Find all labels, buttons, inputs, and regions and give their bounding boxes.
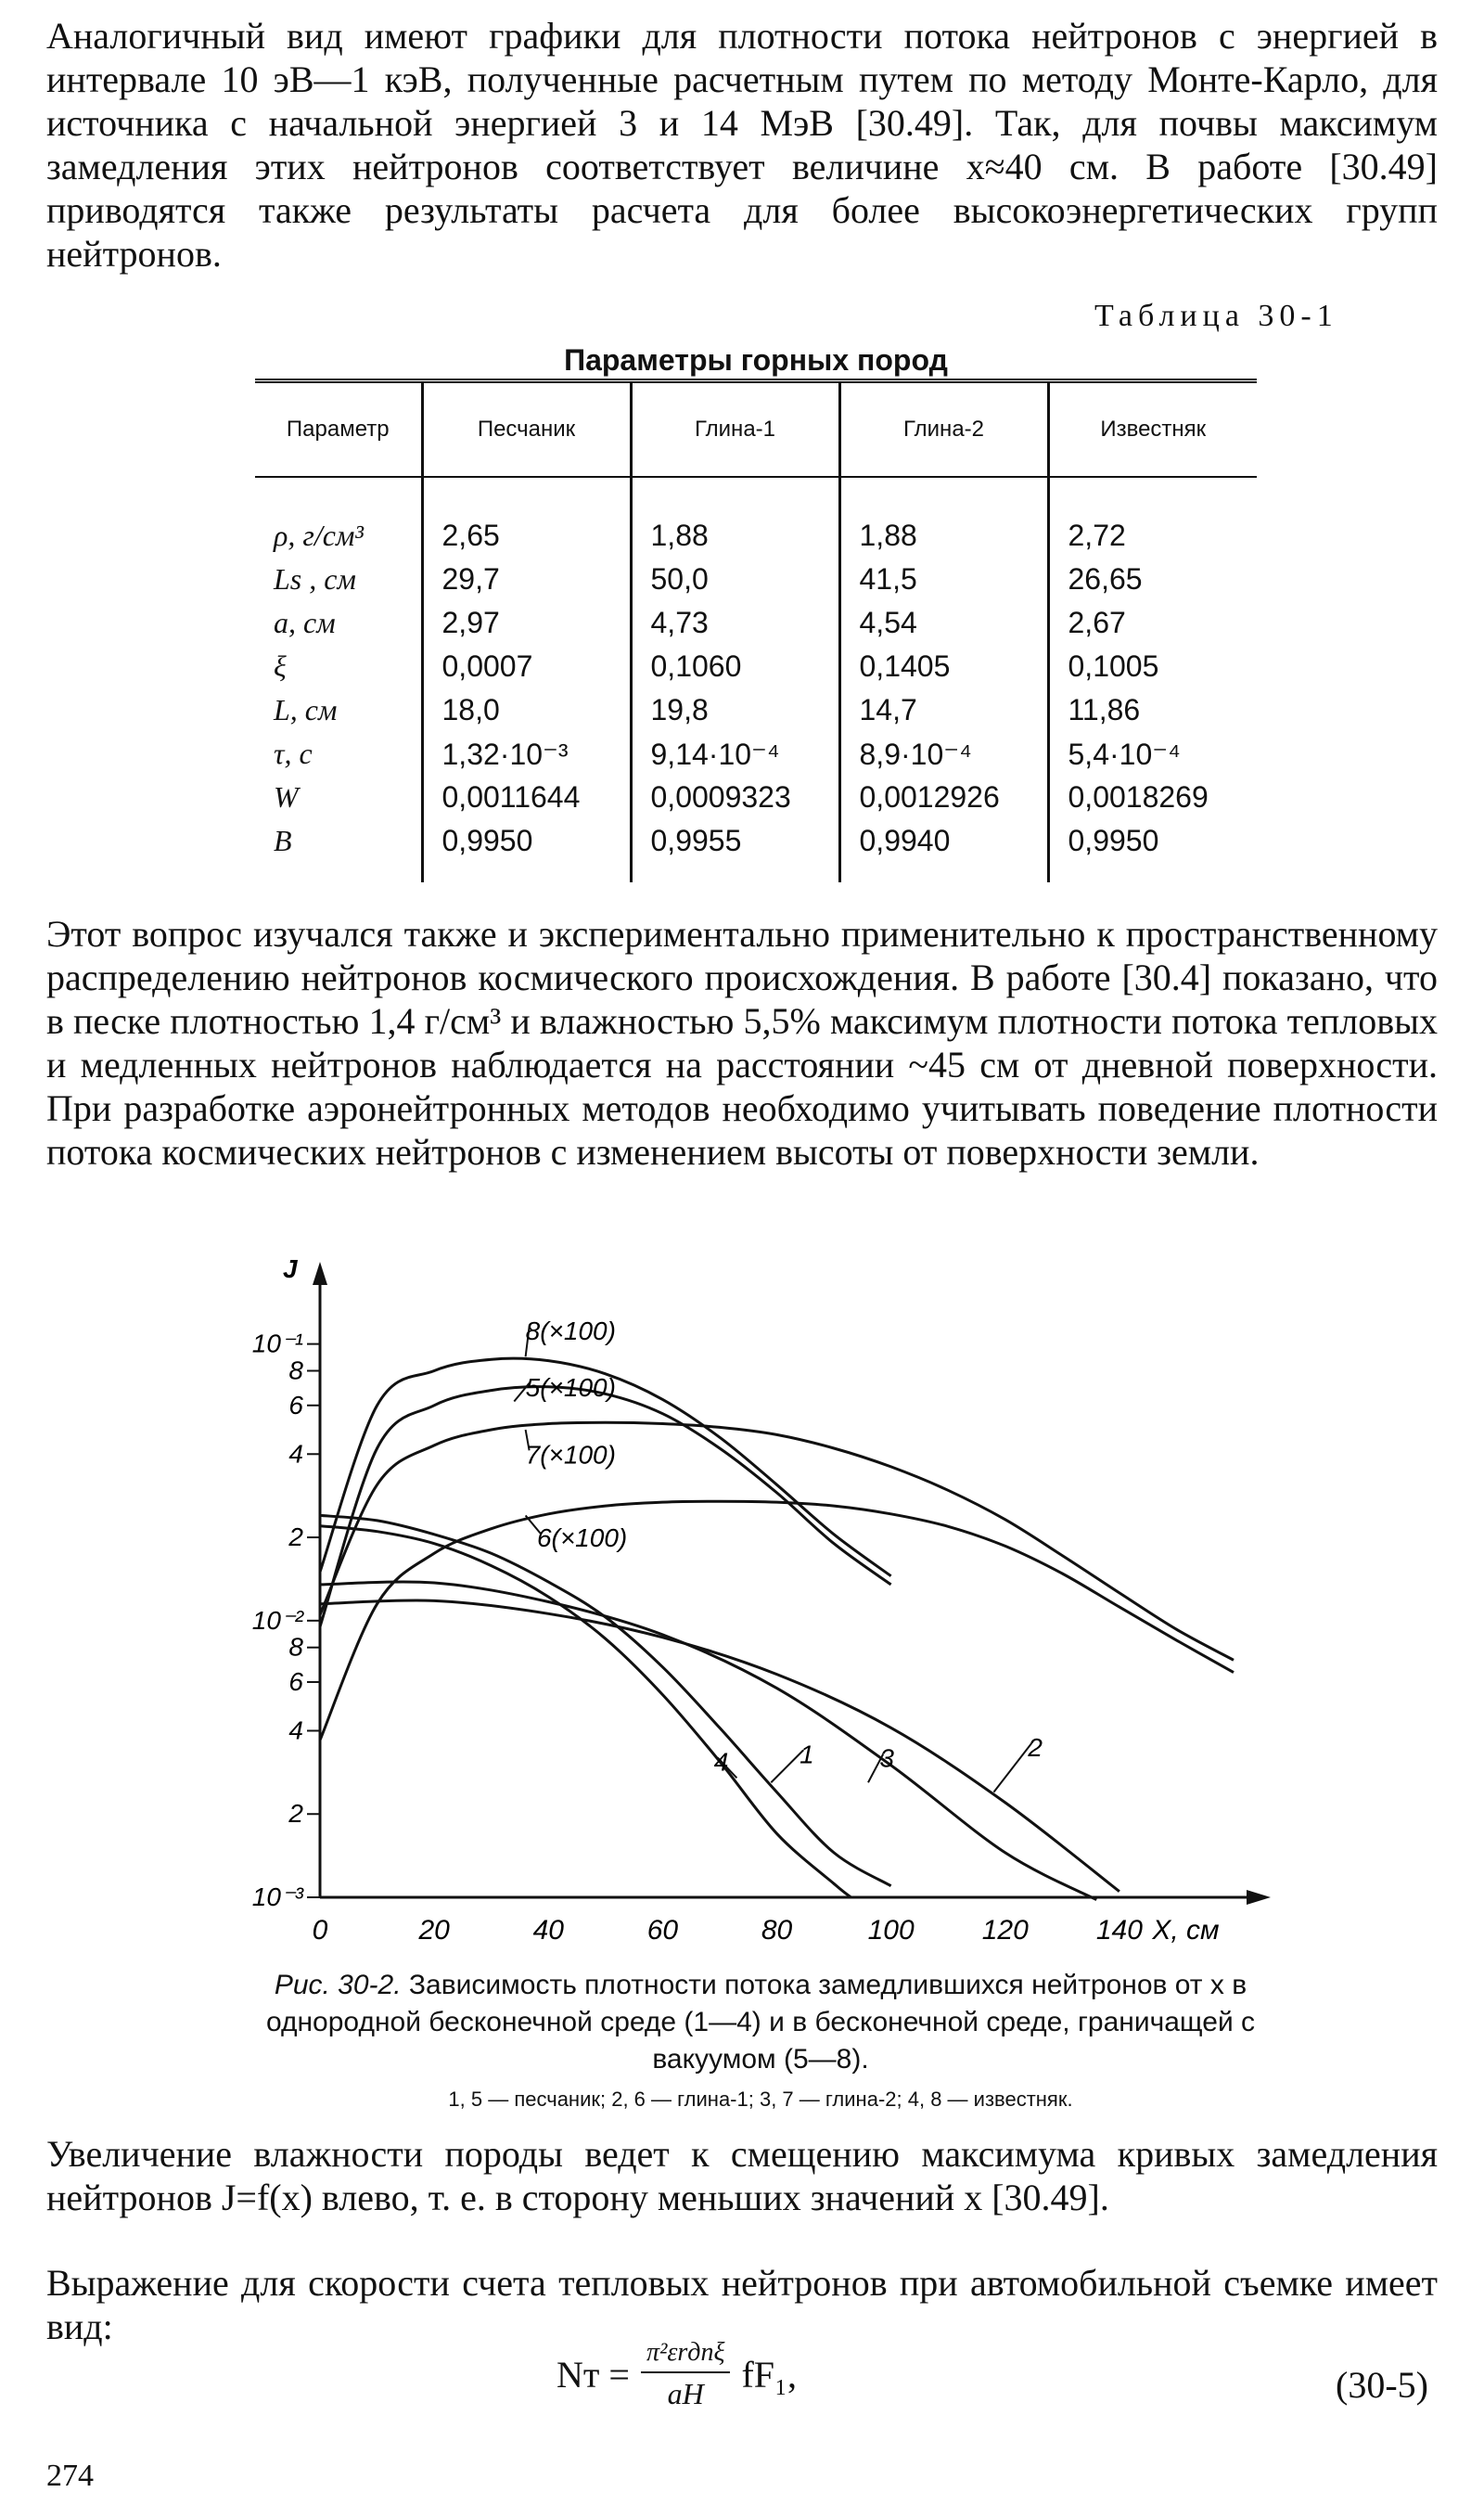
formula-denominator: aH <box>667 2377 704 2410</box>
table-row <box>255 601 1257 645</box>
table-cell: 19,8 <box>631 688 839 732</box>
curve-label: 3 <box>879 1743 894 1773</box>
y-axis-arrow <box>313 1262 327 1285</box>
table-header: Глина-2 <box>839 381 1048 478</box>
y-tick-label: 2 <box>288 1799 303 1829</box>
figure-caption-body: Зависимость плотности потока замедлившихся нейтронов от x в однородной бесконечной среде (1—4) и в бесконечной среде, граничащей с вакуумом (5—8). <box>265 1970 1256 2075</box>
table-header: Известняк <box>1048 381 1257 478</box>
x-axis-arrow <box>1247 1890 1271 1905</box>
table-number: Таблица 30-1 <box>1094 299 1338 333</box>
table-cell: 9,14·10⁻⁴ <box>631 732 839 776</box>
table-cell: τ, с <box>274 737 313 770</box>
table-cell: L, см <box>274 693 338 726</box>
table-cell: 0,1005 <box>1048 645 1257 688</box>
table-cell: 11,86 <box>1048 688 1257 732</box>
table-cell: 5,4·10⁻⁴ <box>1048 732 1257 776</box>
table-cell: 0,1060 <box>631 645 839 688</box>
curve-label: 1 <box>800 1740 814 1769</box>
table-cell: 29,7 <box>422 558 631 601</box>
table-cell: W <box>274 780 299 814</box>
x-tick-label: 120 <box>981 1915 1029 1946</box>
table-header: Глина-1 <box>631 381 839 478</box>
curve-label-leader <box>993 1743 1031 1792</box>
curve-label: 2 <box>1028 1732 1043 1762</box>
table-header: Параметр <box>286 417 390 442</box>
table-cell: 4,54 <box>839 601 1048 645</box>
table-row <box>255 776 1257 819</box>
table-cell: 2,72 <box>1048 477 1257 558</box>
curve-label: 6(×100) <box>536 1523 628 1553</box>
x-tick-label: 100 <box>867 1915 915 1946</box>
table-cell: 0,0012926 <box>839 776 1048 819</box>
y-tick-label: 4 <box>288 1439 303 1469</box>
table-cell: 0,9950 <box>1048 819 1257 882</box>
paragraph-3: Увеличение влажности породы ведет к смещению максимума кривых замедления нейтронов J=f(x) влево, т. е. в сторону меньших значений x [30.49]. <box>46 2133 1438 2218</box>
y-tick-label: 10⁻¹ <box>251 1329 303 1358</box>
table-row <box>255 732 1257 776</box>
table-cell: 41,5 <box>839 558 1048 601</box>
formula-numerator: π²εrдnξ <box>641 2338 731 2373</box>
table-cell: 2,67 <box>1048 601 1257 645</box>
table-cell: 0,0011644 <box>422 776 631 819</box>
table-cell: 1,88 <box>631 477 839 558</box>
table-cell: 8,9·10⁻⁴ <box>839 732 1048 776</box>
x-tick-label: 40 <box>532 1915 564 1946</box>
table-row <box>255 819 1257 882</box>
table-row <box>255 477 1257 558</box>
paragraph-4: Выражение для скорости счета тепловых нейтронов при автомобильной съемке имеет вид: <box>46 2262 1438 2347</box>
table-cell: 0,9950 <box>422 819 631 882</box>
x-tick-label: 0 <box>312 1915 328 1946</box>
table-cell: 0,0009323 <box>631 776 839 819</box>
page-number: 274 <box>46 2459 94 2493</box>
table-row <box>255 558 1257 601</box>
table-row <box>255 645 1257 688</box>
figure-legend: 1, 5 — песчаник; 2, 6 — глина-1; 3, 7 — глина-2; 4, 8 — известняк. <box>448 2088 1073 2111</box>
y-axis-label: J <box>283 1257 298 1283</box>
y-tick-label: 4 <box>288 1715 303 1745</box>
table-cell: 2,65 <box>422 477 631 558</box>
y-tick-label: 2 <box>288 1522 303 1552</box>
table-cell: 0,0018269 <box>1048 776 1257 819</box>
formula <box>556 2338 797 2411</box>
flux-chart <box>0 1257 1484 1962</box>
table-cell: 1,88 <box>839 477 1048 558</box>
parameters-table <box>255 379 1257 882</box>
figure-caption <box>250 1967 1271 2112</box>
table-cell: 0,9940 <box>839 819 1048 882</box>
paragraph-2: Этот вопрос изучался также и экспериментально применительно к пространственному распределению нейтронов космического происхождения. В работе [30.4] показано, что в песке плотностью 1,4 г/см³ и влажностью 5,5% максимум плотности потока тепловых и медленных нейтронов наблюдается на расстоянии ~45 см от дневной поверхности. При разработке аэронейтронных методов необходимо учитывать поведение плотности потока космических нейтронов с изменением высоты от поверхности земли. <box>46 913 1438 1173</box>
y-tick-label: 6 <box>288 1666 303 1696</box>
x-axis-label: X, см <box>1152 1915 1220 1946</box>
x-tick-label: 140 <box>1095 1915 1143 1946</box>
table-cell: Ls , см <box>274 562 356 596</box>
formula-rhs: fF₁, <box>741 2354 797 2396</box>
curve-label: 8(×100) <box>525 1316 616 1345</box>
table-cell: 50,0 <box>631 558 839 601</box>
table-header-row <box>255 381 1257 478</box>
curve-label: 5(×100) <box>525 1372 616 1402</box>
table-cell: 14,7 <box>839 688 1048 732</box>
table-cell: 0,0007 <box>422 645 631 688</box>
x-tick-label: 20 <box>418 1915 450 1946</box>
equation-number: (30-5) <box>1336 2364 1428 2406</box>
table-cell: 26,65 <box>1048 558 1257 601</box>
curve-label: 7(×100) <box>525 1440 616 1470</box>
figure-caption-prefix: Рис. 30-2. <box>274 1970 402 2000</box>
y-tick-label: 10⁻² <box>251 1605 303 1635</box>
table-header: Песчаник <box>422 381 631 478</box>
x-tick-label: 80 <box>761 1915 793 1946</box>
table-row <box>255 688 1257 732</box>
table-cell: 2,97 <box>422 601 631 645</box>
paragraph-1: Аналогичный вид имеют графики для плотности потока нейтронов с энергией в интервале 10 эВ—1 кэВ, полученные расчетным путем по методу Монте-Карло, для источника с начальной энергией 3 и 14 МэВ [30.49]. Так, для почвы максимум замедления этих нейтронов соответствует величине x≈40 см. В работе [30.49] приводятся также результаты расчета для более высокоэнергетических групп нейтронов. <box>46 15 1438 275</box>
table-cell: 1,32·10⁻³ <box>422 732 631 776</box>
table-cell: 4,73 <box>631 601 839 645</box>
figure-caption-text <box>250 1967 1271 2078</box>
y-tick-label: 8 <box>288 1355 303 1385</box>
table-cell: 18,0 <box>422 688 631 732</box>
y-tick-label: 10⁻³ <box>251 1882 303 1911</box>
curve-label: 4 <box>713 1747 729 1777</box>
curve-label-leader <box>771 1750 803 1782</box>
series-line-3 <box>320 1582 1096 1900</box>
formula-fraction <box>641 2338 731 2411</box>
y-tick-label: 6 <box>288 1390 303 1420</box>
y-tick-label: 8 <box>288 1632 303 1662</box>
table-cell: B <box>274 824 292 857</box>
table-cell: a, см <box>274 606 336 639</box>
x-tick-label: 60 <box>646 1915 679 1946</box>
table-cell: 0,1405 <box>839 645 1048 688</box>
table-title: Параметры горных пород <box>564 343 948 377</box>
table-cell: ρ, г/см³ <box>274 519 364 552</box>
table-cell: 0,9955 <box>631 819 839 882</box>
series-line-6 <box>320 1501 1234 1740</box>
formula-lhs: Nт = <box>556 2354 630 2396</box>
table-cell: ξ <box>274 649 287 683</box>
